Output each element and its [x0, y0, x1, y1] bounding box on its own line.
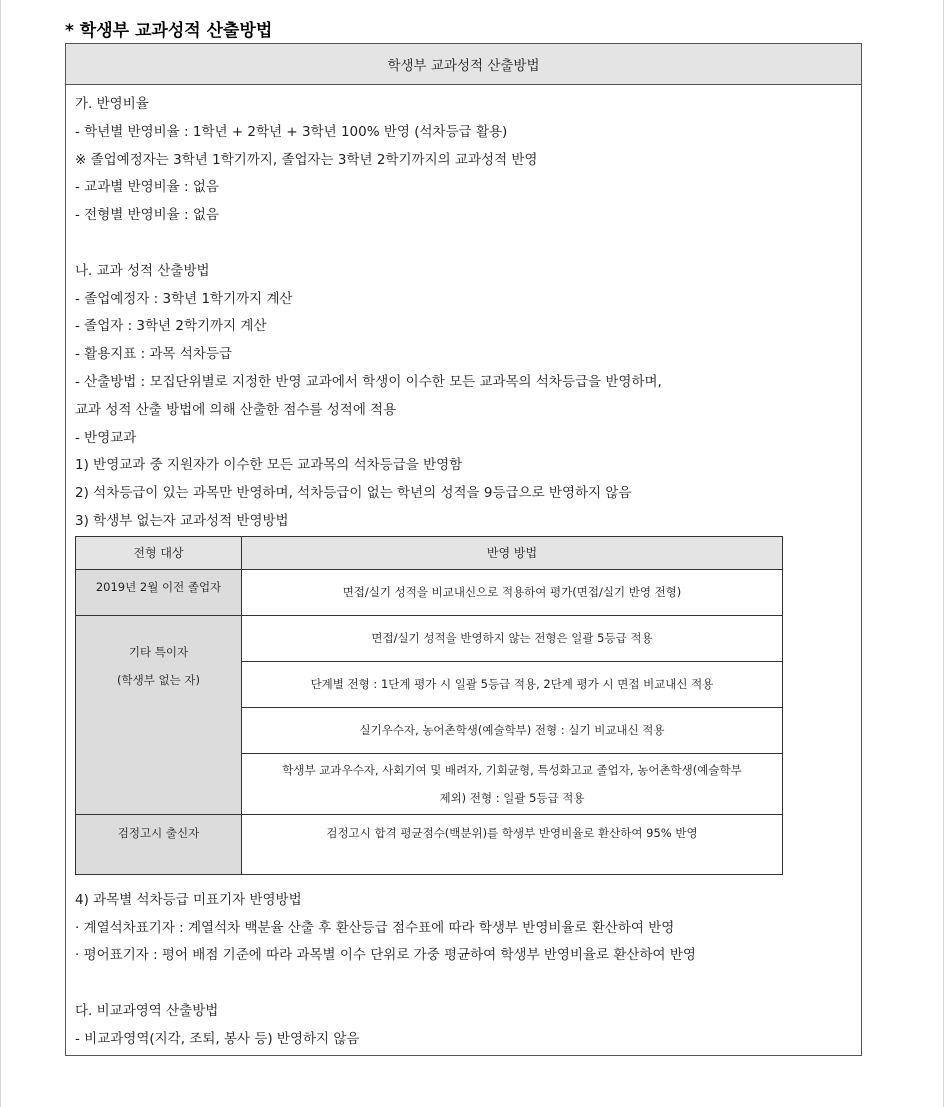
- text-line: - 학년별 반영비율 : 1학년 + 2학년 + 3학년 100% 반영 (석차등급 활용): [75, 123, 508, 140]
- category-cell: 검정고시 출신자: [76, 814, 242, 874]
- category-label: 기타 특이자: [128, 644, 189, 659]
- category-label: (학생부 없는 자): [117, 672, 200, 687]
- table-header-row: [76, 536, 783, 569]
- text-line: - 졸업자 : 3학년 2학기까지 계산: [75, 318, 267, 335]
- text-line: 교과 성적 산출 방법에 의해 산출한 점수를 성적에 적용: [75, 401, 397, 418]
- text-line: - 산출방법 : 모집단위별로 지정한 반영 교과에서 학생이 이수한 모든 교과목의 석차등급을 반영하며,: [75, 373, 662, 390]
- section-ga-heading: 가. 반영비율: [75, 96, 149, 112]
- document-box: [65, 43, 862, 1056]
- column-header: 전형 대상: [76, 536, 242, 569]
- text-line: 2) 석차등급이 있는 과목만 반영하며, 석차등급이 없는 학년의 성적을 9등급으로 반영하지 않음: [75, 485, 632, 502]
- text-line: - 활용지표 : 과목 석차등급: [75, 346, 232, 363]
- method-cell: 실기우수자, 농어촌학생(예술학부) 전형 : 실기 비교내신 적용: [242, 707, 783, 753]
- table-row: [76, 814, 783, 874]
- text-line: 1) 반영교과 중 지원자가 이수한 모든 교과목의 석차등급을 반영함: [75, 457, 463, 474]
- section-na-heading: 나. 교과 성적 산출방법: [75, 262, 210, 279]
- category-label: 2019년 2월 이전 졸업자: [95, 579, 222, 594]
- method-cell: [242, 753, 783, 814]
- page-title: * 학생부 교과성적 산출방법: [65, 21, 273, 41]
- column-header: 반영 방법: [242, 536, 783, 569]
- text-line: · 평어표기자 : 평어 배점 기준에 따라 과목별 이수 단위로 가중 평균하여 학생부 반영비율로 환산하여 반영: [75, 947, 696, 964]
- text-line: - 교과별 반영비율 : 없음: [75, 179, 219, 196]
- method-text: 학생부 교과우수자, 사회기여 및 배려자, 기회균형, 특성화고교 졸업자, 농어촌학생(예술학부: [282, 762, 742, 777]
- section-4-heading: 4) 과목별 석차등급 미표기자 반영방법: [75, 891, 302, 908]
- method-cell: 검정고시 합격 평균점수(백분위)를 학생부 반영비율로 환산하여 95% 반영: [242, 814, 783, 874]
- box-header: 학생부 교과성적 산출방법: [66, 44, 861, 85]
- category-cell: [76, 615, 242, 814]
- table-row: [76, 615, 783, 661]
- no-record-table: [75, 536, 783, 875]
- text-line: - 비교과영역(지각, 조퇴, 봉사 등) 반영하지 않음: [75, 1030, 360, 1047]
- method-cell: 면접/실기 성적을 비교내신으로 적용하여 평가(면접/실기 반영 전형): [242, 569, 783, 615]
- text-line: - 졸업예정자 : 3학년 1학기까지 계산: [75, 290, 293, 307]
- method-cell: 단계별 전형 : 1단계 평가 시 일괄 5등급 적용, 2단계 평가 시 면접 비교내신 적용: [242, 661, 783, 707]
- text-line: - 반영교과: [75, 429, 137, 446]
- text-line: 3) 학생부 없는자 교과성적 반영방법: [75, 512, 289, 529]
- text-line: ※ 졸업예정자는 3학년 1학기까지, 졸업자는 3학년 2학기까지의 교과성적 반영: [75, 151, 538, 168]
- method-cell: 면접/실기 성적을 반영하지 않는 전형은 일괄 5등급 적용: [242, 615, 783, 661]
- text-line: - 전형별 반영비율 : 없음: [75, 207, 219, 224]
- section-da-heading: 다. 비교과영역 산출방법: [75, 1002, 219, 1019]
- category-cell: [76, 569, 242, 615]
- table-row: [76, 569, 783, 615]
- document-body: [66, 85, 861, 1054]
- method-text: 제외) 전형 : 일괄 5등급 적용: [439, 790, 585, 805]
- text-line: · 계열석차표기자 : 계열석차 백분율 산출 후 환산등급 점수표에 따라 학생부 반영비율로 환산하여 반영: [75, 919, 675, 936]
